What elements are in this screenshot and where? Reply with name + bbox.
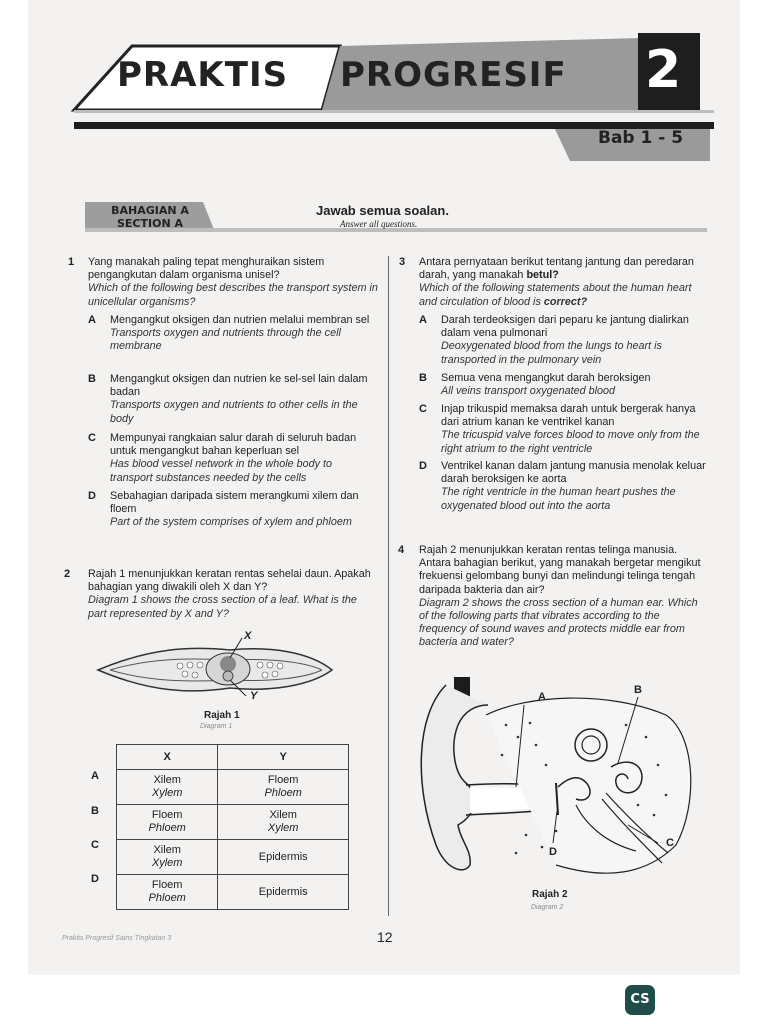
q3-stem-en: Which of the following statements about the human heart and circulation of blood is (419, 282, 692, 308)
q3-stem (419, 256, 707, 309)
ear-label-b: B (634, 684, 642, 696)
cell-ms: Epidermis (258, 850, 308, 863)
table-header-x: X (117, 745, 218, 770)
cell-ms: Xilem (153, 774, 181, 786)
q3-option-a[interactable] (441, 314, 707, 367)
section-badge-en: SECTION A (116, 217, 183, 230)
table-row[interactable] (117, 770, 349, 805)
page-number: 12 (377, 929, 393, 945)
q3-option-c-label[interactable]: C (419, 403, 427, 415)
q1-option-c-ms: Mempunyai rangkaian salur darah di seluruh badan untuk mengangkut bahan keperluan sel (110, 432, 357, 458)
q1-option-a-en: Transports oxygen and nutrients through the cell membrane (110, 327, 341, 353)
column-divider (388, 256, 389, 916)
q3-option-a-label[interactable]: A (419, 314, 427, 326)
q4-number: 4 (398, 544, 405, 556)
q1-option-a-ms: Mengangkut oksigen dan nutrien melalui membran sel (110, 314, 370, 326)
table-row[interactable] (117, 875, 349, 910)
cell-ms: Floem (267, 774, 299, 786)
q1-option-b-ms: Mengangkut oksigen dan nutrien ke sel-sel lain dalam badan (110, 373, 368, 399)
q1-option-c-en: Has blood vessel network in the whole body to transport substances needed by the cells (110, 458, 333, 484)
cell-ms: Floem (151, 879, 183, 891)
cell-en: Xylem (267, 822, 299, 834)
q1-option-d[interactable] (110, 490, 376, 530)
table-cell (117, 840, 218, 875)
table-row[interactable] (117, 840, 349, 875)
cell-en: Xylem (151, 857, 183, 869)
q1-option-b[interactable] (110, 373, 376, 426)
q1-option-a-label[interactable]: A (88, 314, 96, 326)
footer-book-title: Praktis Progresif Sains Tingkatan 3 (62, 935, 172, 942)
q1-stem-en: Which of the following best describes the transport system in unicellular organisms? (88, 282, 378, 308)
cell-ms: Xilem (153, 844, 181, 856)
cell-en: Xylem (151, 787, 183, 799)
q3-option-b[interactable] (441, 372, 707, 398)
leaf-label-y: Y (250, 690, 258, 702)
leaf-label-x: X (244, 630, 252, 642)
table-cell (218, 840, 349, 875)
q3-option-b-en: All veins transport oxygenated blood (441, 385, 616, 398)
q4-stem-en: Diagram 2 shows the cross section of a human ear. Which of the following parts that vibrates according to the frequency of sound waves and protects middle ear from bacteria and water? (419, 596, 698, 649)
q2-stem (88, 568, 378, 621)
cell-ms: Xilem (269, 809, 297, 821)
table-cell (218, 875, 349, 910)
diagram1-caption: Rajah 1 (204, 710, 240, 721)
table-cell (117, 805, 218, 840)
diagram2-caption-en: Diagram 2 (531, 904, 564, 911)
q3-option-a-ms: Darah terdeoksigen dari peparu ke jantung dialirkan dalam vena pulmonari (441, 314, 689, 340)
q3-stem-en-bold: correct? (543, 295, 588, 308)
cell-ms: Epidermis (258, 885, 308, 898)
q1-option-c[interactable] (110, 432, 376, 485)
camscanner-badge: CS (625, 985, 655, 1015)
q3-option-c-en: The tricuspid valve forces blood to move only from the right atrium to the right ventricle (441, 429, 700, 455)
table-cell (117, 770, 218, 805)
q2-option-b-label[interactable]: B (91, 805, 99, 817)
cell-en: Phloem (264, 787, 302, 799)
leaf-cross-section-diagram (90, 628, 340, 708)
q2-option-c-label[interactable]: C (91, 839, 99, 851)
banner-number: 2 (645, 40, 682, 100)
q4-stem-ms: Rajah 2 menunjukkan keratan rentas telinga manusia. Antara bahagian berikut, yang manakah bergetar mengikut frekuensi gelombang bunyi dan melindungi telinga tengah daripada bakteria dan air? (419, 544, 701, 596)
q1-number: 1 (68, 256, 75, 268)
section-badge (92, 204, 208, 230)
q3-option-d-ms: Ventrikel kanan dalam jantung manusia menolak keluar darah beroksigen ke aorta (441, 460, 706, 486)
q1-stem (88, 256, 378, 309)
q3-stem-ms: Antara pernyataan berikut tentang jantung dan peredaran darah, yang manakah (419, 256, 694, 282)
q3-option-d[interactable] (441, 460, 707, 513)
banner-title-left: PRAKTIS (117, 55, 289, 95)
q3-number: 3 (399, 256, 406, 268)
q1-option-c-label[interactable]: C (88, 432, 96, 444)
q2-answer-table (116, 744, 349, 910)
ear-label-a: A (538, 691, 546, 703)
q1-stem-ms: Yang manakah paling tepat menghuraikan sistem pengangkutan dalam organisma unisel? (88, 256, 325, 282)
q1-option-a[interactable] (110, 314, 376, 354)
q2-stem-en: Diagram 1 shows the cross section of a leaf. What is the part represented by X and Y? (88, 594, 357, 620)
cell-en: Phloem (148, 892, 186, 904)
table-cell (117, 875, 218, 910)
banner-title-right: PROGRESIF (340, 55, 567, 95)
table-header-y: Y (218, 745, 349, 770)
q3-option-a-en: Deoxygenated blood from the lungs to heart is transported in the pulmonary vein (441, 340, 662, 366)
ear-label-d: D (549, 846, 557, 858)
table-cell (218, 805, 349, 840)
table-row[interactable] (117, 805, 349, 840)
q2-number: 2 (64, 568, 71, 580)
q2-option-d-label[interactable]: D (91, 873, 99, 885)
q1-option-d-label[interactable]: D (88, 490, 96, 502)
q1-option-d-en: Part of the system comprises of xylem and phloem (110, 516, 352, 529)
diagram1-caption-en: Diagram 1 (200, 723, 233, 730)
q3-stem-ms-bold: betul? (526, 269, 559, 282)
section-badge-ms: BAHAGIAN A (111, 204, 189, 217)
table-cell (218, 770, 349, 805)
q3-option-d-en: The right ventricle in the human heart pushes the oxygenated blood out into the aorta (441, 486, 676, 512)
q2-option-a-label[interactable]: A (91, 770, 99, 782)
q3-option-b-label[interactable]: B (419, 372, 427, 384)
table-header-row (117, 745, 349, 770)
q2-stem-ms: Rajah 1 menunjukkan keratan rentas sehelai daun. Apakah bahagian yang diwakili oleh X dan Y? (88, 568, 371, 594)
q1-option-b-label[interactable]: B (88, 373, 96, 385)
q3-option-c-ms: Injap trikuspid memaksa darah untuk bergerak hanya dari atrium kanan ke ventrikel kanan (441, 403, 696, 429)
cell-en: Phloem (148, 822, 186, 834)
cell-ms: Floem (151, 809, 183, 821)
q1-option-d-ms: Sebahagian daripada sistem merangkumi xilem dan floem (110, 490, 359, 516)
q1-option-b-en: Transports oxygen and nutrients to other cells in the body (110, 399, 358, 425)
section-instruction: Jawab semua soalan. (316, 203, 449, 218)
q4-stem (419, 544, 707, 650)
ear-label-c: C (666, 837, 674, 849)
q3-option-c[interactable] (441, 403, 707, 456)
section-instruction-en: Answer all questions. (340, 219, 418, 229)
q3-option-b-ms: Semua vena mengangkut darah beroksigen (441, 372, 651, 384)
q3-option-d-label[interactable]: D (419, 460, 427, 472)
chapter-label: Bab 1 - 5 (598, 128, 684, 148)
diagram2-caption: Rajah 2 (532, 889, 568, 900)
